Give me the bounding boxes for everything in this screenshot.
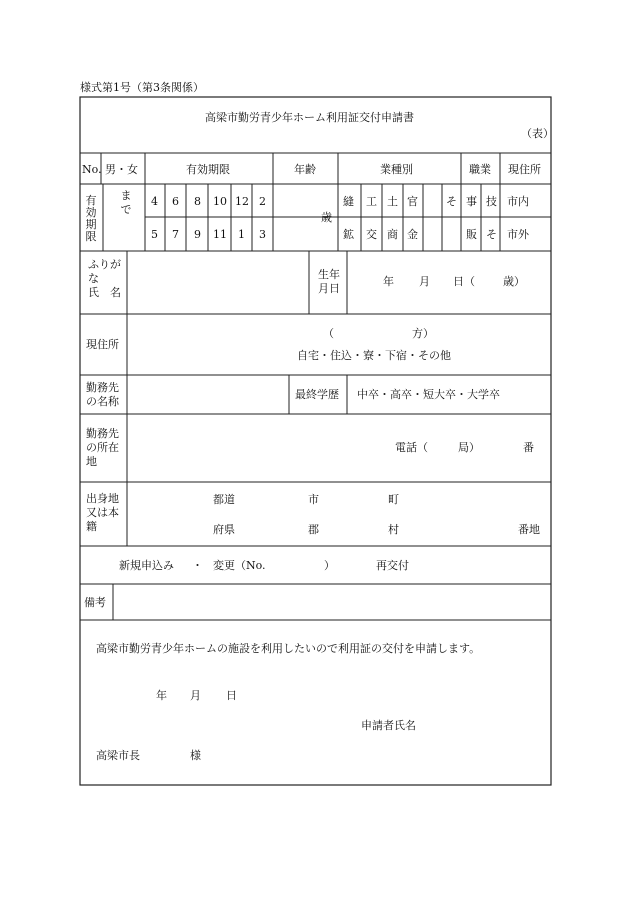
- date-month: 月: [190, 689, 201, 702]
- month-cell: 9: [194, 228, 201, 241]
- separator-dot: ・: [192, 559, 203, 572]
- honorific: 様: [190, 749, 201, 762]
- job-cell: 技: [486, 195, 497, 208]
- industry-cell: 鉱: [343, 228, 354, 241]
- phone-number-suffix: 番: [523, 441, 534, 454]
- shi-label: 市: [308, 493, 319, 506]
- month-cell: 7: [172, 228, 179, 241]
- job-cell: 事: [466, 195, 477, 208]
- workplace-address-label: 勤務先 の所在 地: [86, 427, 119, 468]
- birth-day: 日（: [453, 275, 475, 288]
- industry-cell: そ: [446, 195, 457, 208]
- form-number: 様式第1号（第3条関係）: [80, 81, 204, 94]
- until-label: ま で: [120, 189, 132, 216]
- origin-label: 出身地 又は本 籍: [86, 492, 119, 533]
- fuken-label: 府県: [213, 523, 235, 536]
- form-title: 高梁市勤労青少年ホーム利用証交付申請書: [205, 111, 414, 124]
- education-options: 中卒・高卒・短大卒・大学卒: [357, 388, 500, 401]
- month-cell: 2: [259, 195, 266, 208]
- residence-type-options: 自宅・住込・寮・下宿・その他: [297, 349, 451, 362]
- month-cell: 11: [213, 228, 227, 241]
- workplace-name-label: 勤務先 の名称: [86, 381, 119, 408]
- phone-label: 電話（: [395, 441, 428, 454]
- remarks-label: 備考: [84, 596, 106, 609]
- month-cell: 5: [151, 228, 158, 241]
- banchi-label: 番地: [518, 523, 540, 536]
- kata-open: （: [323, 327, 334, 340]
- education-label: 最終学歴: [295, 388, 339, 401]
- applicant-name-label: 申請者氏名: [361, 719, 416, 732]
- phone-exchange: 局）: [458, 441, 480, 454]
- date-year: 年: [156, 689, 167, 702]
- kata-close: 方）: [412, 327, 434, 340]
- date-day: 日: [226, 689, 237, 702]
- front-side-label: （表）: [521, 127, 554, 140]
- header-age: 年齢: [294, 163, 316, 176]
- birthdate-label: 生年 月日: [318, 268, 340, 295]
- header-industry: 業種別: [380, 163, 413, 176]
- month-cell: 4: [151, 195, 158, 208]
- month-cell: 1: [238, 228, 245, 241]
- birth-age: 歳）: [503, 275, 525, 288]
- validity-label: 有 効 期 限: [85, 194, 97, 243]
- machi-label: 町: [388, 493, 399, 506]
- residence-outside: 市外: [507, 228, 529, 241]
- industry-cell: 商: [387, 228, 398, 241]
- application-statement: 高梁市勤労青少年ホームの施設を利用したいので利用証の交付を申請します。: [96, 642, 481, 655]
- job-cell: そ: [486, 228, 497, 241]
- mayor-label: 高梁市長: [96, 749, 140, 762]
- job-cell: 販: [466, 228, 477, 241]
- industry-cell: 工: [366, 195, 377, 208]
- todo-label: 都道: [213, 493, 235, 506]
- name-label: ふりが な 氏 名: [88, 258, 121, 299]
- mura-label: 村: [388, 523, 399, 536]
- industry-cell: 交: [366, 228, 377, 241]
- industry-cell: 土: [387, 195, 398, 208]
- month-cell: 6: [172, 195, 179, 208]
- header-residence: 現住所: [508, 163, 541, 176]
- change-close: ）: [324, 559, 335, 572]
- change-application: 変更（No.: [213, 559, 266, 572]
- month-cell: 12: [235, 195, 249, 208]
- new-application: 新規申込み: [119, 559, 174, 572]
- reissue: 再交付: [376, 559, 409, 572]
- industry-cell: 縫: [343, 195, 354, 208]
- month-cell: 8: [194, 195, 201, 208]
- address-label: 現住所: [86, 338, 119, 351]
- residence-inside: 市内: [507, 195, 529, 208]
- header-gender: 男・女: [105, 163, 138, 176]
- gun-label: 郡: [308, 523, 319, 536]
- birth-month: 月: [419, 275, 430, 288]
- header-validity: 有効期限: [186, 163, 230, 176]
- age-unit: 歳: [321, 211, 332, 224]
- month-cell: 10: [213, 195, 227, 208]
- industry-cell: 官: [407, 195, 418, 208]
- header-job: 職業: [469, 163, 491, 176]
- industry-cell: 金: [407, 228, 418, 241]
- month-cell: 3: [259, 228, 266, 241]
- header-no: No.: [82, 163, 102, 176]
- birth-year: 年: [383, 275, 394, 288]
